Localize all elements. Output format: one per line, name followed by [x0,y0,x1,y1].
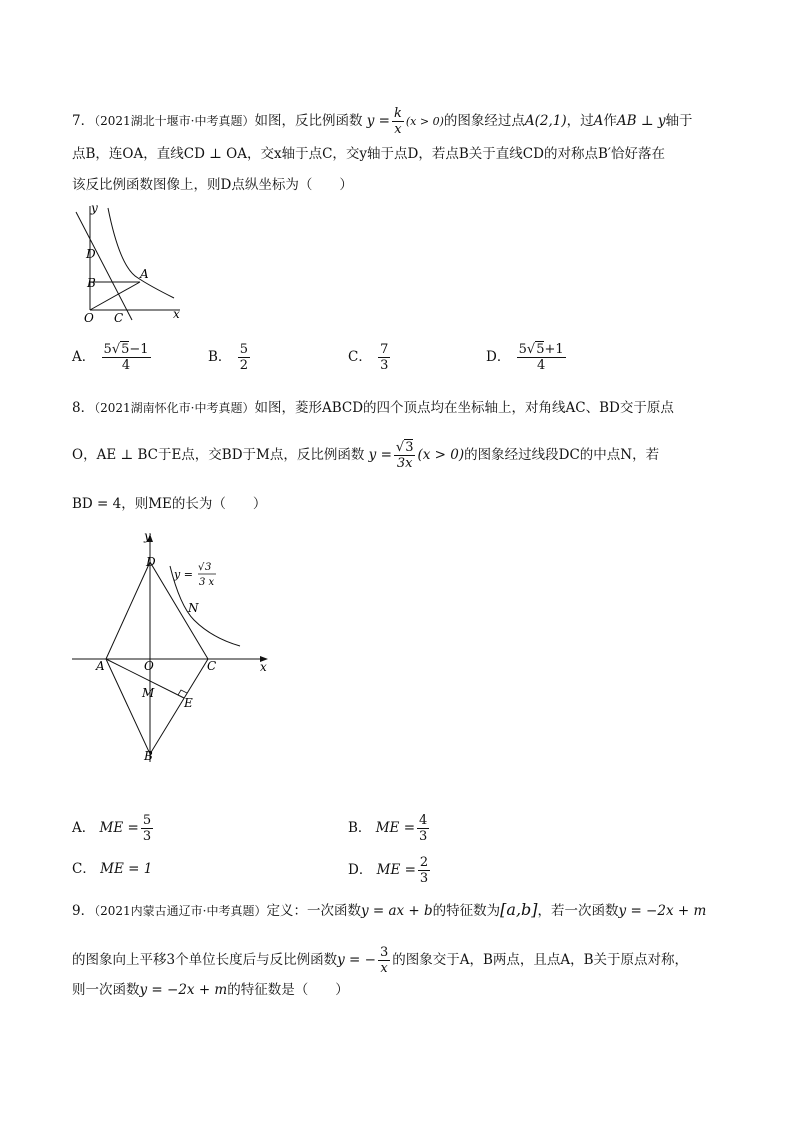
axis-label-y: y [91,201,98,215]
function-expr: y = − [337,952,376,968]
point-a: A(2,1) [524,113,567,129]
feature-expr: [a,b] [500,900,538,919]
q7-text: ，过 [566,113,594,129]
numerator: 5 [239,342,248,357]
option-letter: C． [348,349,372,365]
q9-text: 的图象交于A，B两点，且点A，B关于原点对称， [392,952,689,968]
fraction [238,342,250,373]
option-lhs: ME = [376,862,416,878]
label-a: A [593,113,604,129]
numerator: 4 [419,813,428,828]
hyperbola-curve [108,208,174,298]
fraction: $\frac{5√5-1}{4}$ [103,342,149,373]
label-d: D [146,555,156,569]
numerator-radicand: 3 [405,440,414,455]
function-expr: y = −2x + m [139,982,228,998]
curve-label-sqrt: √ [198,562,205,573]
q8-line-2 [72,440,659,471]
q8-line-1 [72,398,674,418]
fraction [417,813,429,844]
line-cd [76,212,132,320]
q8-option-b [348,813,431,844]
label-b: B [144,749,153,763]
option-letter: C． [72,861,96,877]
denominator: 2 [239,358,248,373]
label-b: B [87,276,96,290]
q8-text: 如图，菱形ABCD的四个顶点均在坐标轴上，对角线AC、BD交于原点 [254,400,674,416]
question-number: 7． [72,113,95,129]
q7-option-c [348,342,392,373]
question-source: （2021湖北十堰市·中考真题） [94,114,255,128]
q9-line-3 [72,980,349,1000]
q8-option-c [72,859,152,879]
option-lhs: ME = 1 [100,861,153,877]
q8-text: 的图象经过线段DC的中点N，若 [464,447,660,463]
q7-figure [70,198,195,326]
fraction [418,855,430,886]
denominator: x [394,122,402,137]
function-expr: y = [368,447,392,463]
option-letter: B． [348,820,372,836]
curve-label-y: y = [174,568,193,581]
condition: (x > 0) [417,447,465,463]
fraction [392,106,404,137]
denominator: x [380,961,388,976]
fraction [378,945,390,976]
q8-line-3: BD = 4，则ME的长为（ ） [72,496,267,512]
numerator-radicand: 5 [121,342,130,357]
q9-line-2 [72,945,688,976]
denominator: 4 [121,358,131,373]
question-source: （2021湖南怀化市·中考真题） [94,401,255,415]
q7-text: 如图，反比例函数 [254,113,363,129]
denominator: 3 [419,829,428,844]
option-letter: A． [72,349,96,365]
label-c: C [114,311,124,325]
label-d: D [86,247,96,261]
q9-text: 定义：一次函数 [266,903,361,919]
label-a: A [140,267,149,281]
axis-label-x: x [173,307,180,321]
numerator: 2 [419,855,429,870]
numerator-radicand: 5 [536,342,545,357]
function-expr: y = ax + b [360,903,433,919]
q9-text: 的图象向上平移3个单位长度后与反比例函数 [72,952,338,968]
option-lhs: ME = [99,820,139,836]
q7-option-d [486,342,568,373]
fraction: $\frac{√3}{3x}$ [395,440,414,471]
label-o: O [84,311,94,325]
numerator-coef: 5 [103,342,112,357]
option-letter: A． [72,820,96,836]
q9-text: 的特征数为 [432,903,501,919]
curve-label-num: 3 [205,562,212,573]
question-number: 9． [72,903,95,919]
numerator: k [393,106,402,121]
function-expr: y = −2x + m [618,903,707,919]
rhombus-abcd [106,562,208,754]
fraction: $\frac{5√5+1}{4}$ [518,342,564,373]
function-expr: y = [366,113,390,129]
fraction [141,813,153,844]
condition: (x > 0) [405,115,444,128]
axis-label-y: y [144,529,151,543]
denominator: 3 [419,871,429,886]
axis-label-x: x [260,660,267,674]
numerator-rest: −1 [129,342,149,357]
question-source: （2021内蒙古通辽市·中考真题） [94,904,267,918]
q8-option-a [72,813,155,844]
q9-text: 的特征数是（ ） [227,982,349,998]
denominator: 3 [142,829,152,844]
q7-line-3: 该反比例函数图像上，则D点纵坐标为（ ） [72,177,353,193]
denominator: 3 [380,358,389,373]
numerator: 3 [379,945,389,960]
question-number: 8． [72,400,95,416]
q7-line-1 [72,106,692,137]
right-angle-mark [178,690,187,695]
q8-option-d [348,855,432,886]
option-lhs: ME = [375,820,415,836]
q7-option-a [72,342,153,373]
q9-line-1 [72,900,706,921]
numerator: 7 [380,342,389,357]
option-letter: D． [348,862,373,878]
q9-text: ，若一次函数 [537,903,619,919]
label-c: C [207,659,217,673]
denominator: 4 [537,358,546,373]
label-e: E [184,696,193,710]
curve-label-den: 3 x [199,577,215,588]
q7-text: 轴于 [665,113,693,129]
option-letter: B． [208,349,232,365]
q8-figure [68,526,278,766]
label-n: N [188,601,199,615]
q7-line-2: 点B，连OA，直线CD ⊥ OA，交x轴于点C，交y轴于点D，若点B关于直线CD的对称点B′恰好落在 [72,146,665,162]
numerator: 5 [142,813,152,828]
option-letter: D． [486,349,511,365]
numerator-rest: +1 [544,342,564,357]
q7-text: 的图象经过点 [443,113,525,129]
label-a: A [96,659,105,673]
numerator-coef: 5 [518,342,527,357]
denominator: 3x [396,456,413,471]
fraction [378,342,390,373]
q7-text: 作 [603,113,617,129]
q7-option-b [208,342,252,373]
perp-expr: AB ⊥ y [616,113,666,129]
q9-text: 则一次函数 [72,982,140,998]
label-m: M [142,686,155,700]
label-o: O [144,659,154,673]
q8-text: O，AE ⊥ BC于E点，交BD于M点，反比例函数 [72,447,365,463]
